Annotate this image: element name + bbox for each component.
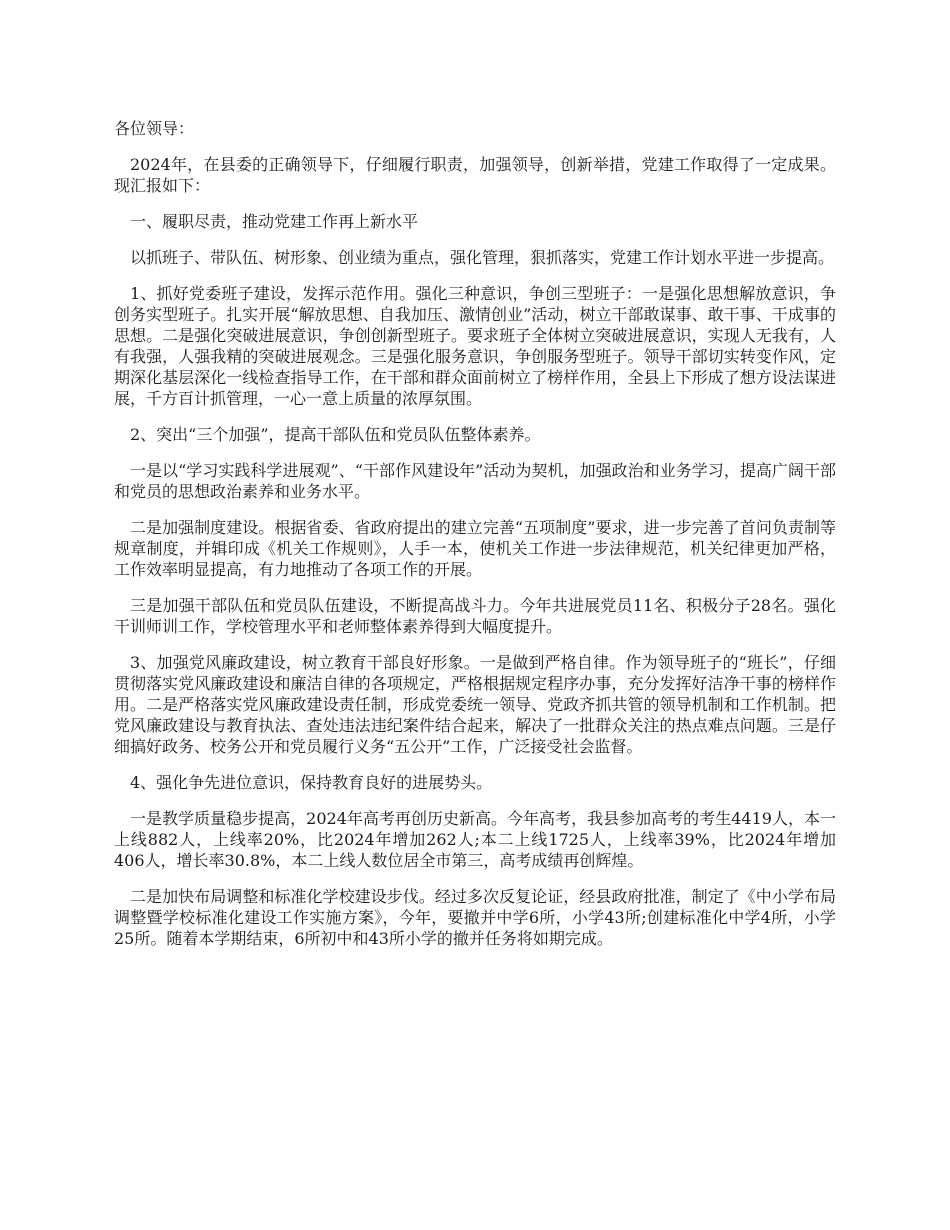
paragraph-item-1: 1、抓好党委班子建设，发挥示范作用。强化三种意识，争创三型班子：一是强化思想解放意识，争创务实型班子。扎实开展“解放思想、自我加压、激情创业”活动，树立干部敢谋事、敢干事、干成事的思想。二是强化突破进展意识，争创创新型班子。要求班子全体树立突破进展意识，实现人无我有，人有我强，人强我精的突破进展观念。三是强化服务意识，争创服务型班子。领导干部切实转变作风，定期深化基层深化一线检查指导工作，在干部和群众面前树立了榜样作用，全县上下形成了想方设法谋进展，千方百计抓管理，一心一意上质量的浓厚氛围。 bbox=[114, 284, 836, 408]
paragraph-item-2: 2、突出“三个加强”，提高干部队伍和党员队伍整体素养。 bbox=[130, 425, 541, 444]
paragraph-item-2-point-2: 二是加强制度建设。根据省委、省政府提出的建立完善“五项制度”要求，进一步完善了首问负责制等规章制度，并辑印成《机关工作规则》，人手一本，使机关工作进一步法律规范，机关纪律更加严格，工作效率明显提高，有力地推动了各项工作的开展。 bbox=[114, 518, 836, 579]
paragraph-intro: 2024年，在县委的正确领导下，仔细履行职责，加强领导，创新举措，党建工作取得了一定成果。现汇报如下： bbox=[114, 155, 836, 195]
paragraph-item-2-point-3: 三是加强干部队伍和党员队伍建设，不断提高战斗力。今年共进展党员11名、积极分子28名。强化干训师训工作，学校管理水平和老师整体素养得到大幅度提升。 bbox=[114, 596, 836, 636]
salutation: 各位领导： bbox=[114, 119, 195, 138]
paragraph-item-2-point-1: 一是以“学习实践科学进展观”、“干部作风建设年”活动为契机，加强政治和业务学习，提高广阔干部和党员的思想政治素养和业务水平。 bbox=[114, 461, 836, 501]
document-page bbox=[114, 118, 836, 964]
paragraph-section-1-summary: 以抓班子、带队伍、树形象、创业绩为重点，强化管理，狠抓落实，党建工作计划水平进一步提高。 bbox=[130, 248, 835, 267]
paragraph-item-4-point-2: 二是加快布局调整和标准化学校建设步伐。经过多次反复论证，经县政府批准，制定了《中小学布局调整暨学校标准化建设工作实施方案》，今年，要撤并中学6所，小学43所;创建标准化中学4所，小学25所。随着本学期结束，6所初中和43所小学的撤并任务将如期完成。 bbox=[114, 887, 836, 948]
paragraph-item-4: 4、强化争先进位意识，保持教育良好的进展势头。 bbox=[130, 773, 493, 792]
paragraph-item-3: 3、加强党风廉政建设，树立教育干部良好形象。一是做到严格自律。作为领导班子的“班长”，仔细贯彻落实党风廉政建设和廉洁自律的各项规定，严格根据规定程序办事，充分发挥好洁净干事的榜样作用。二是严格落实党风廉政建设责任制，形成党委统一领导、党政齐抓共管的领导机制和工作机制。把党风廉政建设与教育执法、查处违法违纪案件结合起来，解决了一批群众关注的热点难点问题。三是仔细搞好政务、校务公开和党员履行义务“五公开”工作，广泛接受社会监督。 bbox=[114, 653, 836, 756]
paragraph-item-4-point-1: 一是教学质量稳步提高，2024年高考再创历史新高。今年高考，我县参加高考的考生4419人，本一上线882人，上线率20%，比2024年增加262人;本二上线1725人，上线率39%，比2024年增加406人，增长率30.8%，本二上线人数位居全市第三，高考成绩再创辉煌。 bbox=[114, 809, 836, 870]
section-heading-1: 一、履职尽责，推动党建工作再上新水平 bbox=[130, 212, 419, 231]
